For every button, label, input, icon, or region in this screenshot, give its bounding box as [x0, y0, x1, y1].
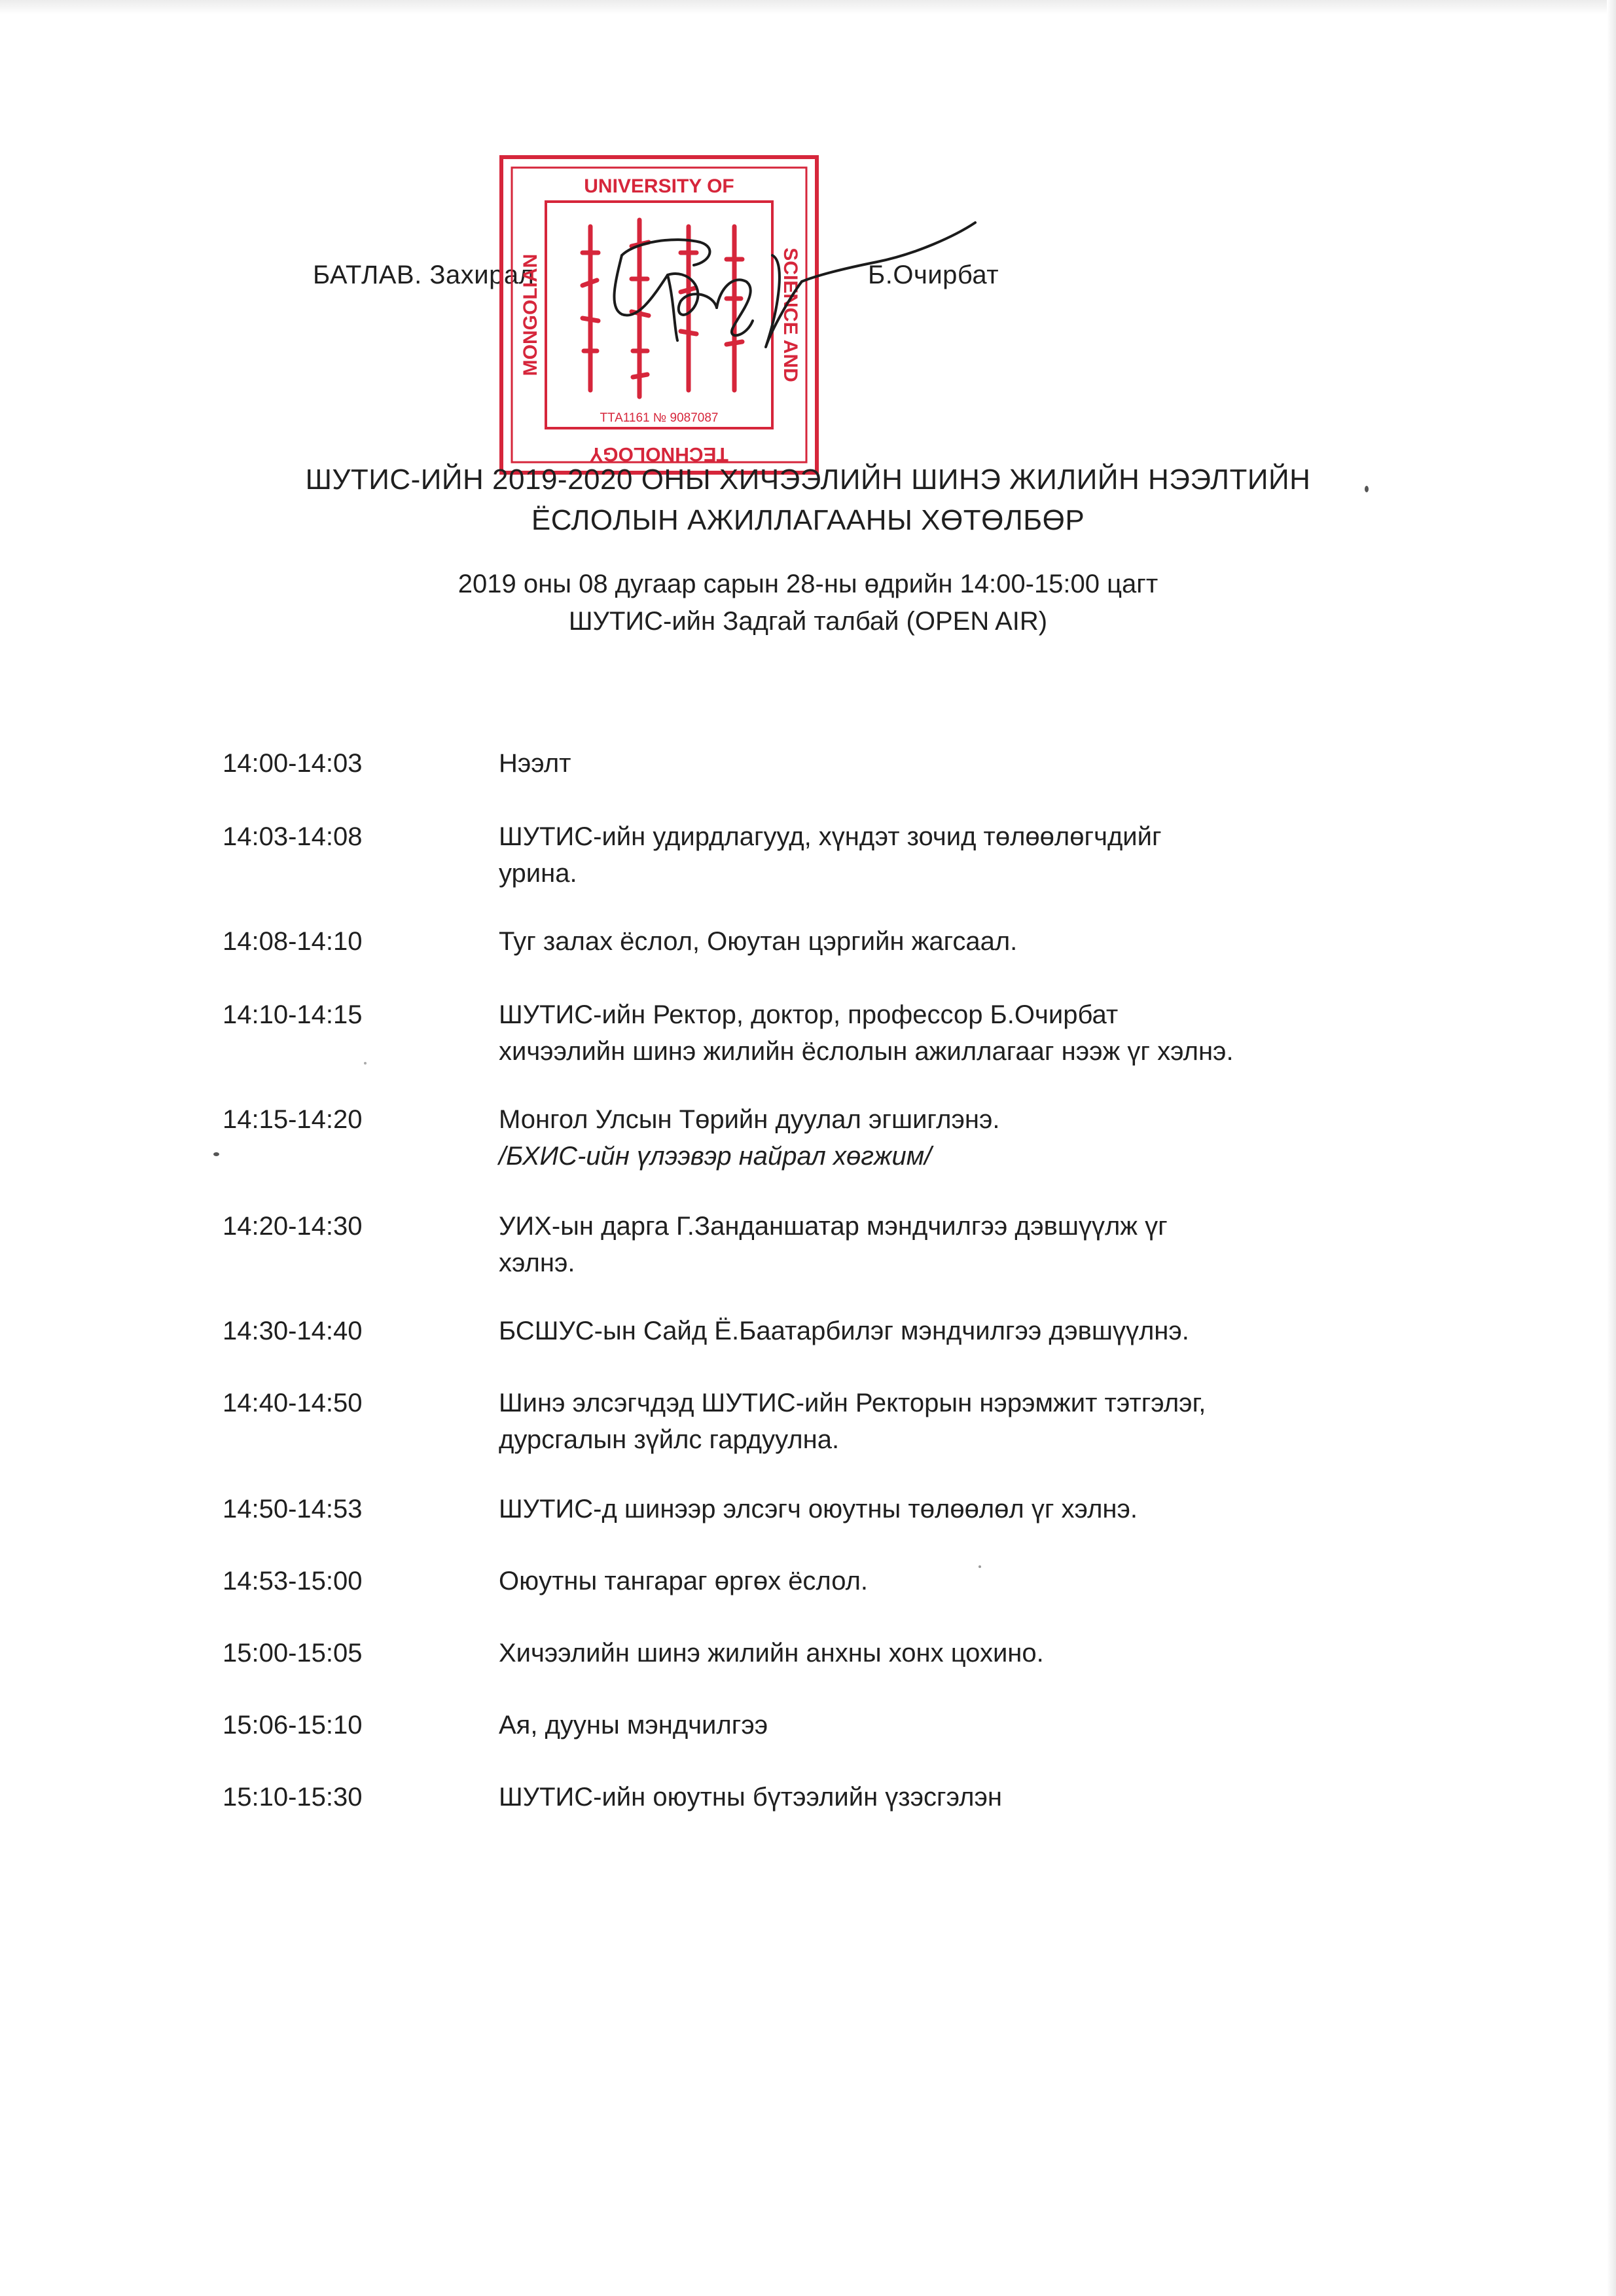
agenda-line: хичээлийн шинэ жилийн ёслолын ажиллагааг нээж үг хэлнэ.: [499, 1037, 1234, 1066]
stamp-top-text: UNIVERSITY OF: [584, 175, 734, 197]
agenda-description: [499, 996, 1428, 1070]
agenda-description: [499, 1491, 1428, 1527]
agenda-time: 14:40-14:50: [223, 1389, 363, 1417]
agenda-time: 15:06-15:10: [223, 1711, 363, 1740]
agenda-description: [499, 923, 1428, 960]
agenda-time: 14:08-14:10: [223, 927, 363, 956]
agenda-note: /БХИС-ийн үлээвэр найрал хөгжим/: [499, 1142, 932, 1171]
agenda-line: Шинэ элсэгчдэд ШУТИС-ийн Ректорын нэрэмжит тэтгэлэг,: [499, 1389, 1206, 1417]
agenda-description: [499, 1313, 1428, 1349]
agenda-description: [499, 745, 1428, 782]
page-title-line-1: ШУТИС-ИЙН 2019-2020 ОНЫ ХИЧЭЭЛИЙН ШИНЭ ЖИЛИЙН НЭЭЛТИЙН: [305, 464, 1311, 496]
page-title-line-2: ЁСЛОЛЫН АЖИЛЛАГААНЫ ХӨТӨЛБӨР: [531, 504, 1085, 536]
agenda-time: 14:30-14:40: [223, 1317, 363, 1345]
agenda-time: 14:53-15:00: [223, 1567, 363, 1595]
agenda-line: ШУТИС-ийн удирдлагууд, хүндэт зочид төлөөлөгчдийг: [499, 822, 1162, 851]
agenda-line: ШУТИС-д шинээр элсэгч оюутны төлөөлөл үг хэлнэ.: [499, 1495, 1138, 1523]
agenda-description: [499, 1385, 1428, 1458]
scan-speck: [979, 1565, 981, 1568]
approval-signer-name: Б.Очирбат: [868, 261, 999, 289]
scan-speck: [1365, 486, 1369, 492]
agenda-line: Хичээлийн шинэ жилийн анхны хонх цохино.: [499, 1639, 1044, 1667]
agenda-line: УИХ-ын дарга Г.Занданшатар мэндчилгээ дэвшүүлж үг: [499, 1212, 1168, 1241]
agenda-time: 15:10-15:30: [223, 1783, 363, 1812]
agenda-line: хэлнэ.: [499, 1248, 575, 1277]
agenda-description: [499, 1707, 1428, 1743]
approval-label: БАТЛАВ. Захирал: [313, 261, 535, 289]
agenda-description: [499, 1635, 1428, 1671]
agenda-line: ШУТИС-ийн оюутны бүтээлийн үзэсгэлэн: [499, 1783, 1002, 1812]
agenda-line: Ая, дууны мэндчилгээ: [499, 1711, 768, 1740]
director-signature: [576, 196, 982, 367]
agenda-line: Нээлт: [499, 749, 571, 778]
agenda-time: 14:50-14:53: [223, 1495, 363, 1523]
agenda-line: Монгол Улсын Төрийн дуулал эгшиглэнэ.: [499, 1105, 1000, 1134]
agenda-line: дурсгалын зүйлс гардуулна.: [499, 1425, 840, 1454]
agenda-time: 14:00-14:03: [223, 749, 363, 778]
agenda-time: 14:10-14:15: [223, 1000, 363, 1029]
scan-edge-right: [1607, 0, 1616, 2296]
agenda-description: [499, 1779, 1428, 1815]
agenda-line: БСШУС-ын Сайд Ё.Баатарбилэг мэндчилгээ дэвшүүлнэ.: [499, 1317, 1189, 1345]
agenda-line: Оюутны тангараг өргөх ёслол.: [499, 1567, 869, 1595]
agenda-time: 14:20-14:30: [223, 1212, 363, 1241]
agenda-description: [499, 1563, 1428, 1599]
agenda-line: Туг залах ёслол, Оюутан цэргийн жагсаал.: [499, 927, 1018, 956]
event-date: 2019 оны 08 дугаар сарын 28-ны өдрийн 14:00-15:00 цагт: [458, 570, 1158, 598]
stamp-bottom-text: TECHNOLOGY: [590, 443, 728, 465]
scan-speck: [364, 1062, 367, 1065]
scan-speck: [213, 1152, 219, 1156]
agenda-line: урина.: [499, 859, 577, 888]
stamp-left-text: MONGOLIAN: [520, 253, 541, 376]
stamp-registration: ТТА1161 № 9087087: [600, 411, 719, 425]
stamp-right-text: SCIENCE AND: [780, 247, 801, 382]
agenda-time: 15:00-15:05: [223, 1639, 363, 1667]
scan-edge-top: [0, 0, 1616, 14]
agenda-description: [499, 818, 1428, 892]
agenda-description: [499, 1208, 1428, 1281]
agenda-line: ШУТИС-ийн Ректор, доктор, профессор Б.Очирбат: [499, 1000, 1119, 1029]
agenda-description: [499, 1101, 1428, 1175]
event-venue: ШУТИС-ийн Задгай талбай (OPEN AIR): [568, 607, 1048, 636]
agenda-time: 14:03-14:08: [223, 822, 363, 851]
agenda-time: 14:15-14:20: [223, 1105, 363, 1134]
